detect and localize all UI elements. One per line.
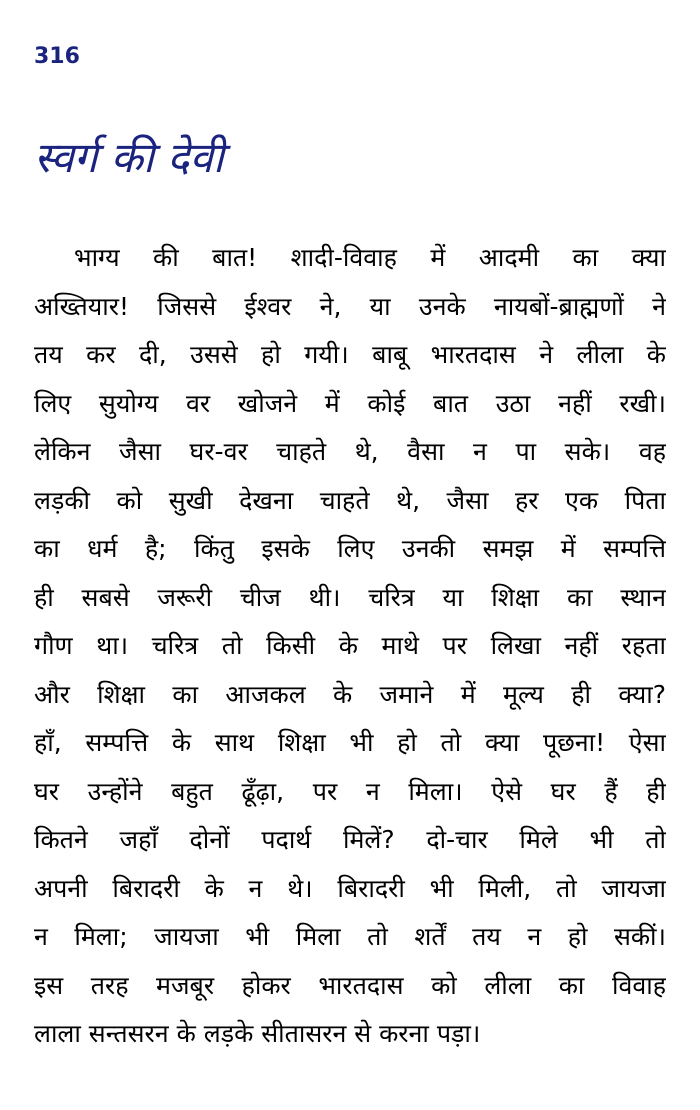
text-line: घर उन्होंने बहुत ढूँढ़ा, पर न मिला। ऐसे घर हैं ही [34,776,666,806]
body-paragraph [34,234,666,1059]
text-line: तय कर दी, उससे हो गयी। बाबू भारतदास ने लीला के [34,340,666,369]
chapter-title: स्वर्ग की देवी [34,133,224,182]
text-line: लिए सुयोग्य वर खोजने में कोई बात उठा नहीं रखी। [34,388,666,418]
text-line: न मिला; जायजा भी मिला तो शर्तें तय न हो सकीं। [34,922,666,951]
text-line: गौण था। चरित्र तो किसी के माथे पर लिखा नहीं रहता [34,631,666,660]
text-line: अख्तियार! जिससे ईश्वर ने, या उनके नायबों-ब्राह्मणों ने [34,291,666,321]
page-number: 316 [34,44,80,69]
text-line: इस तरह मजबूर होकर भारतदास को लीला का विवाह [34,970,666,1000]
text-line: भाग्य की बात! शादी-विवाह में आदमी का क्या [74,243,666,272]
text-line: हाँ, सम्पत्ति के साथ शिक्षा भी हो तो क्या पूछना! ऐसा [34,728,666,757]
text-line: कितने जहाँ दोनों पदार्थ मिलें? दो-चार मिले भी तो [34,825,666,854]
text-line: ही सबसे जरूरी चीज थी। चरित्र या शिक्षा का स्थान [34,582,666,612]
text-line: लाला सन्तसरन के लड़के सीतासरन से करना पड़ा। [34,1019,481,1048]
text-line: लड़की को सुखी देखना चाहते थे, जैसा हर एक पिता [34,485,666,515]
text-line: का धर्म है; किंतु इसके लिए उनकी समझ में सम्पत्ति [34,534,666,563]
text-line: और शिक्षा का आजकल के जमाने में मूल्य ही क्या? [34,679,666,709]
text-line: लेकिन जैसा घर-वर चाहते थे, वैसा न पा सके। वह [34,437,666,466]
text-line: अपनी बिरादरी के न थे। बिरादरी भी मिली, तो जायजा [34,873,666,903]
